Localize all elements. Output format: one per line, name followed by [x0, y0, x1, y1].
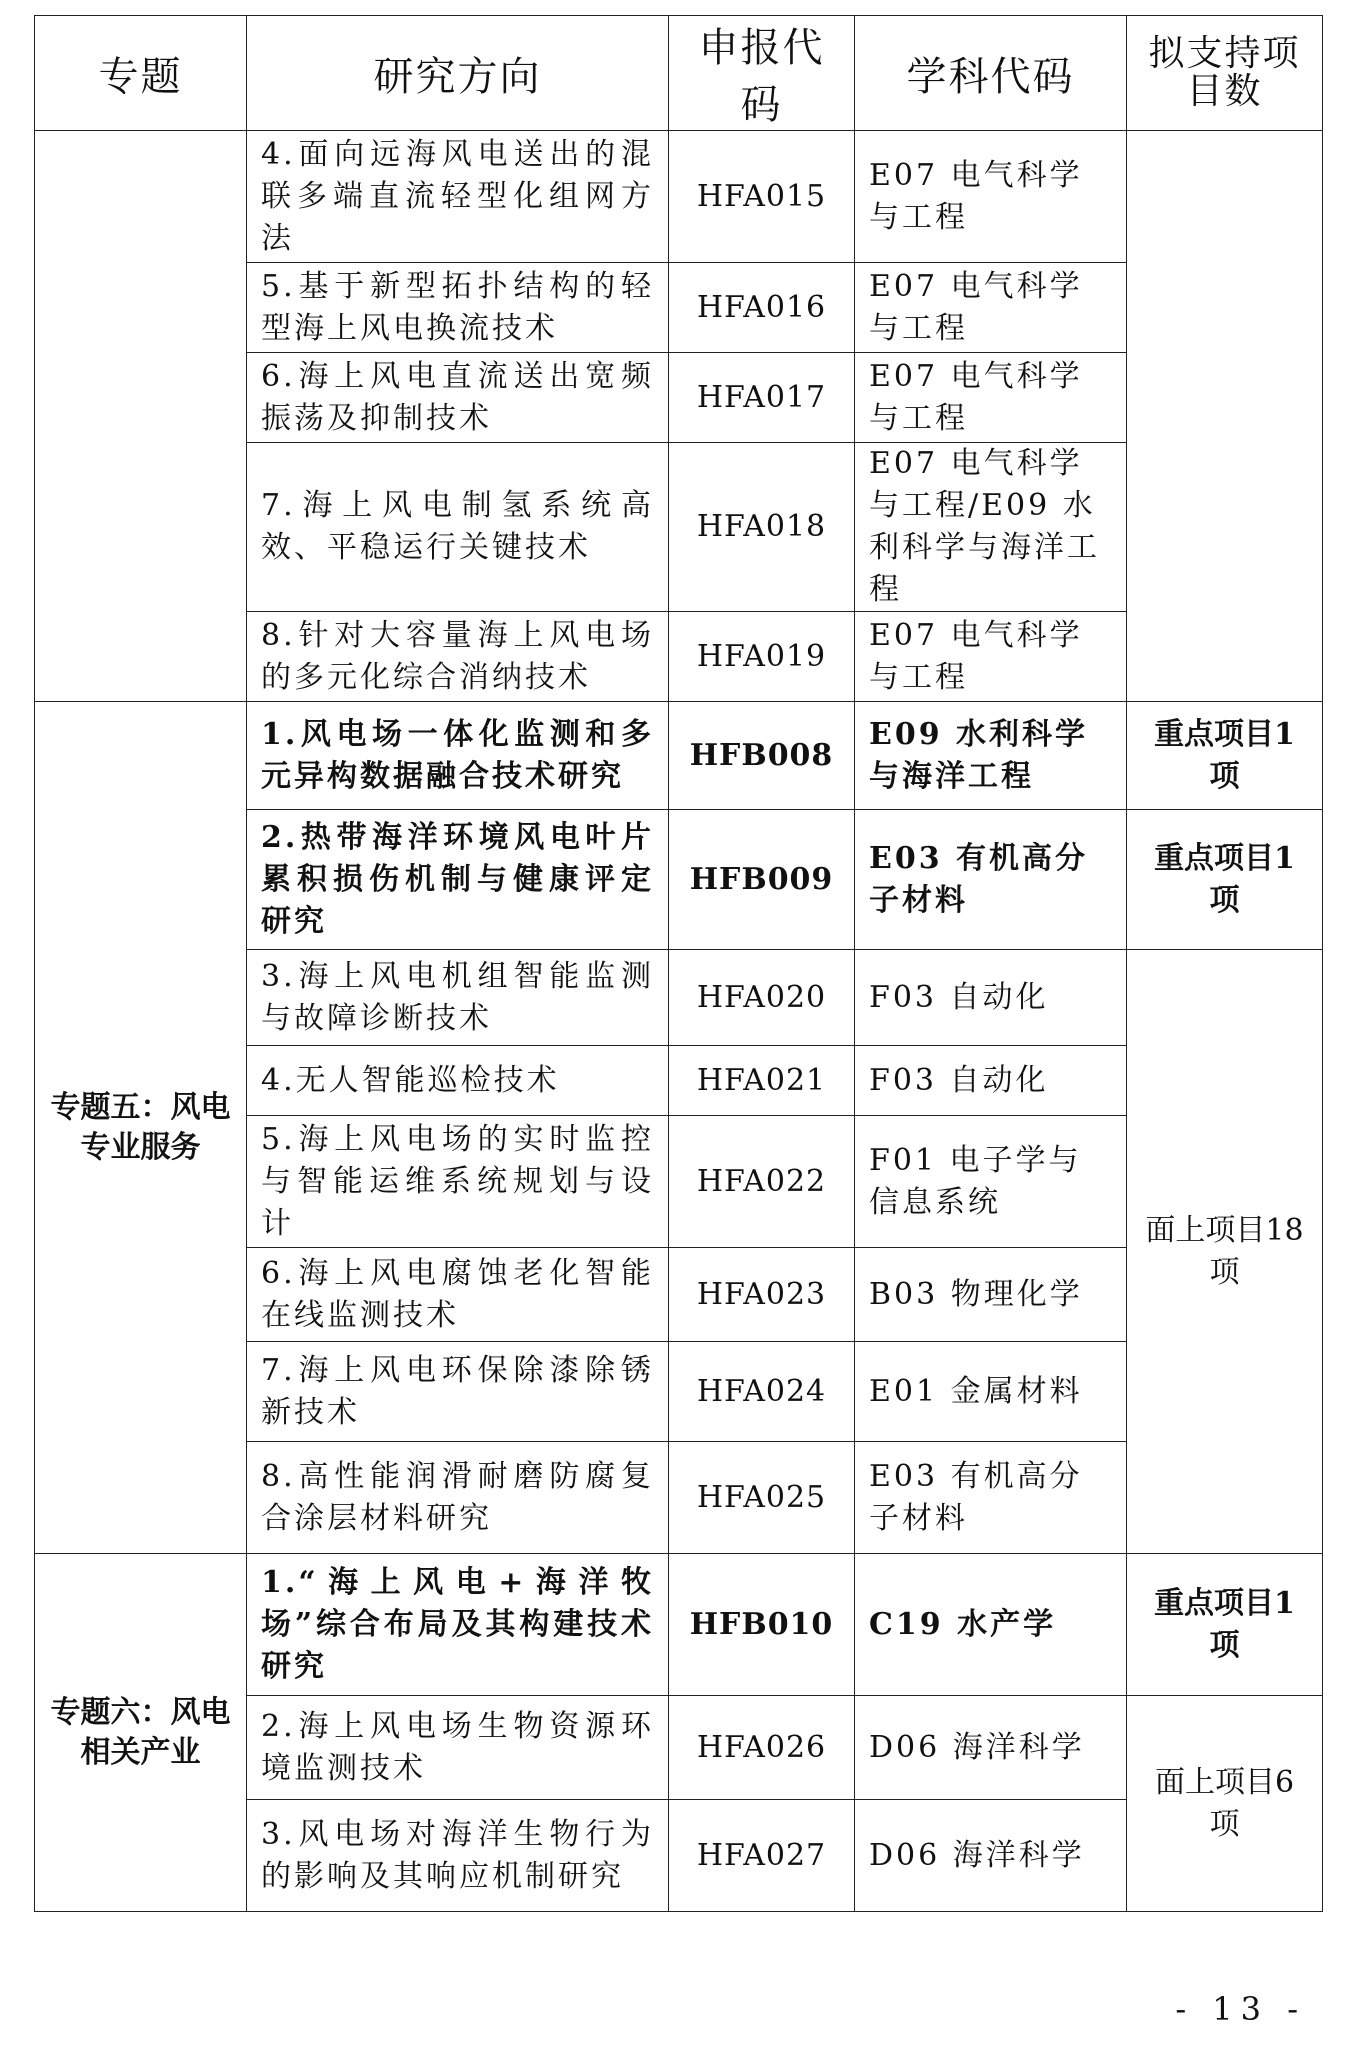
header-direction: 研究方向 — [247, 16, 669, 131]
code-cell: HFA019 — [669, 612, 855, 702]
direction-cell: 1.“海上风电+海洋牧场”综合布局及其构建技术研究 — [247, 1554, 669, 1696]
discipline-cell: F03 自动化 — [855, 950, 1127, 1046]
code-cell: HFA017 — [669, 353, 855, 443]
code-cell: HFA023 — [669, 1248, 855, 1342]
discipline-cell: F03 自动化 — [855, 1046, 1127, 1116]
direction-cell: 7.海上风电环保除漆除锈新技术 — [247, 1342, 669, 1442]
count-cell: 面上项目6项 — [1127, 1696, 1323, 1912]
discipline-cell: E03 有机高分子材料 — [855, 1442, 1127, 1554]
direction-cell: 6.海上风电腐蚀老化智能在线监测技术 — [247, 1248, 669, 1342]
direction-cell: 2.热带海洋环境风电叶片累积损伤机制与健康评定研究 — [247, 810, 669, 950]
discipline-cell: E07 电气科学与工程 — [855, 612, 1127, 702]
discipline-cell: D06 海洋科学 — [855, 1696, 1127, 1800]
discipline-cell: E09 水利科学与海洋工程 — [855, 702, 1127, 810]
direction-cell: 3.海上风电机组智能监测与故障诊断技术 — [247, 950, 669, 1046]
code-cell: HFA015 — [669, 131, 855, 263]
code-cell: HFA016 — [669, 263, 855, 353]
discipline-cell: E01 金属材料 — [855, 1342, 1127, 1442]
direction-cell: 2.海上风电场生物资源环境监测技术 — [247, 1696, 669, 1800]
direction-cell: 4.面向远海风电送出的混联多端直流轻型化组网方法 — [247, 131, 669, 263]
code-cell: HFB010 — [669, 1554, 855, 1696]
table-row — [35, 702, 1323, 810]
discipline-cell: E07 电气科学与工程 — [855, 353, 1127, 443]
count-cell: 重点项目1项 — [1127, 810, 1323, 950]
direction-cell: 5.基于新型拓扑结构的轻型海上风电换流技术 — [247, 263, 669, 353]
table-row — [35, 131, 1323, 263]
direction-cell: 8.高性能润滑耐磨防腐复合涂层材料研究 — [247, 1442, 669, 1554]
discipline-cell: F01 电子学与信息系统 — [855, 1116, 1127, 1248]
project-table — [34, 15, 1323, 1912]
discipline-cell: C19 水产学 — [855, 1554, 1127, 1696]
header-count: 拟支持项目数 — [1127, 16, 1323, 131]
topic-cell: 专题六：风电相关产业 — [35, 1554, 247, 1912]
header-code: 申报代码 — [669, 16, 855, 131]
direction-cell: 7.海上风电制氢系统高效、平稳运行关键技术 — [247, 443, 669, 612]
code-cell: HFB008 — [669, 702, 855, 810]
discipline-cell: B03 物理化学 — [855, 1248, 1127, 1342]
code-cell: HFA027 — [669, 1800, 855, 1912]
topic-cell — [35, 131, 247, 702]
code-cell: HFA020 — [669, 950, 855, 1046]
direction-cell: 8.针对大容量海上风电场的多元化综合消纳技术 — [247, 612, 669, 702]
direction-cell: 4.无人智能巡检技术 — [247, 1046, 669, 1116]
discipline-cell: E03 有机高分子材料 — [855, 810, 1127, 950]
discipline-cell: D06 海洋科学 — [855, 1800, 1127, 1912]
header-discipline: 学科代码 — [855, 16, 1127, 131]
code-cell: HFA021 — [669, 1046, 855, 1116]
header-row — [35, 16, 1323, 131]
count-cell: 面上项目18项 — [1127, 950, 1323, 1554]
code-cell: HFB009 — [669, 810, 855, 950]
count-cell: 重点项目1项 — [1127, 702, 1323, 810]
direction-cell: 1.风电场一体化监测和多元异构数据融合技术研究 — [247, 702, 669, 810]
count-cell — [1127, 131, 1323, 702]
header-topic: 专题 — [35, 16, 247, 131]
code-cell: HFA025 — [669, 1442, 855, 1554]
direction-cell: 5.海上风电场的实时监控与智能运维系统规划与设计 — [247, 1116, 669, 1248]
page-number: - 13 - — [1175, 1990, 1306, 2028]
topic-cell: 专题五：风电专业服务 — [35, 702, 247, 1554]
code-cell: HFA024 — [669, 1342, 855, 1442]
discipline-cell: E07 电气科学与工程 — [855, 263, 1127, 353]
code-cell: HFA026 — [669, 1696, 855, 1800]
code-cell: HFA022 — [669, 1116, 855, 1248]
code-cell: HFA018 — [669, 443, 855, 612]
count-cell: 重点项目1项 — [1127, 1554, 1323, 1696]
discipline-cell: E07 电气科学与工程 — [855, 131, 1127, 263]
table-row — [35, 1554, 1323, 1696]
discipline-cell: E07 电气科学与工程/E09 水利科学与海洋工程 — [855, 443, 1127, 612]
direction-cell: 6.海上风电直流送出宽频振荡及抑制技术 — [247, 353, 669, 443]
direction-cell: 3.风电场对海洋生物行为的影响及其响应机制研究 — [247, 1800, 669, 1912]
